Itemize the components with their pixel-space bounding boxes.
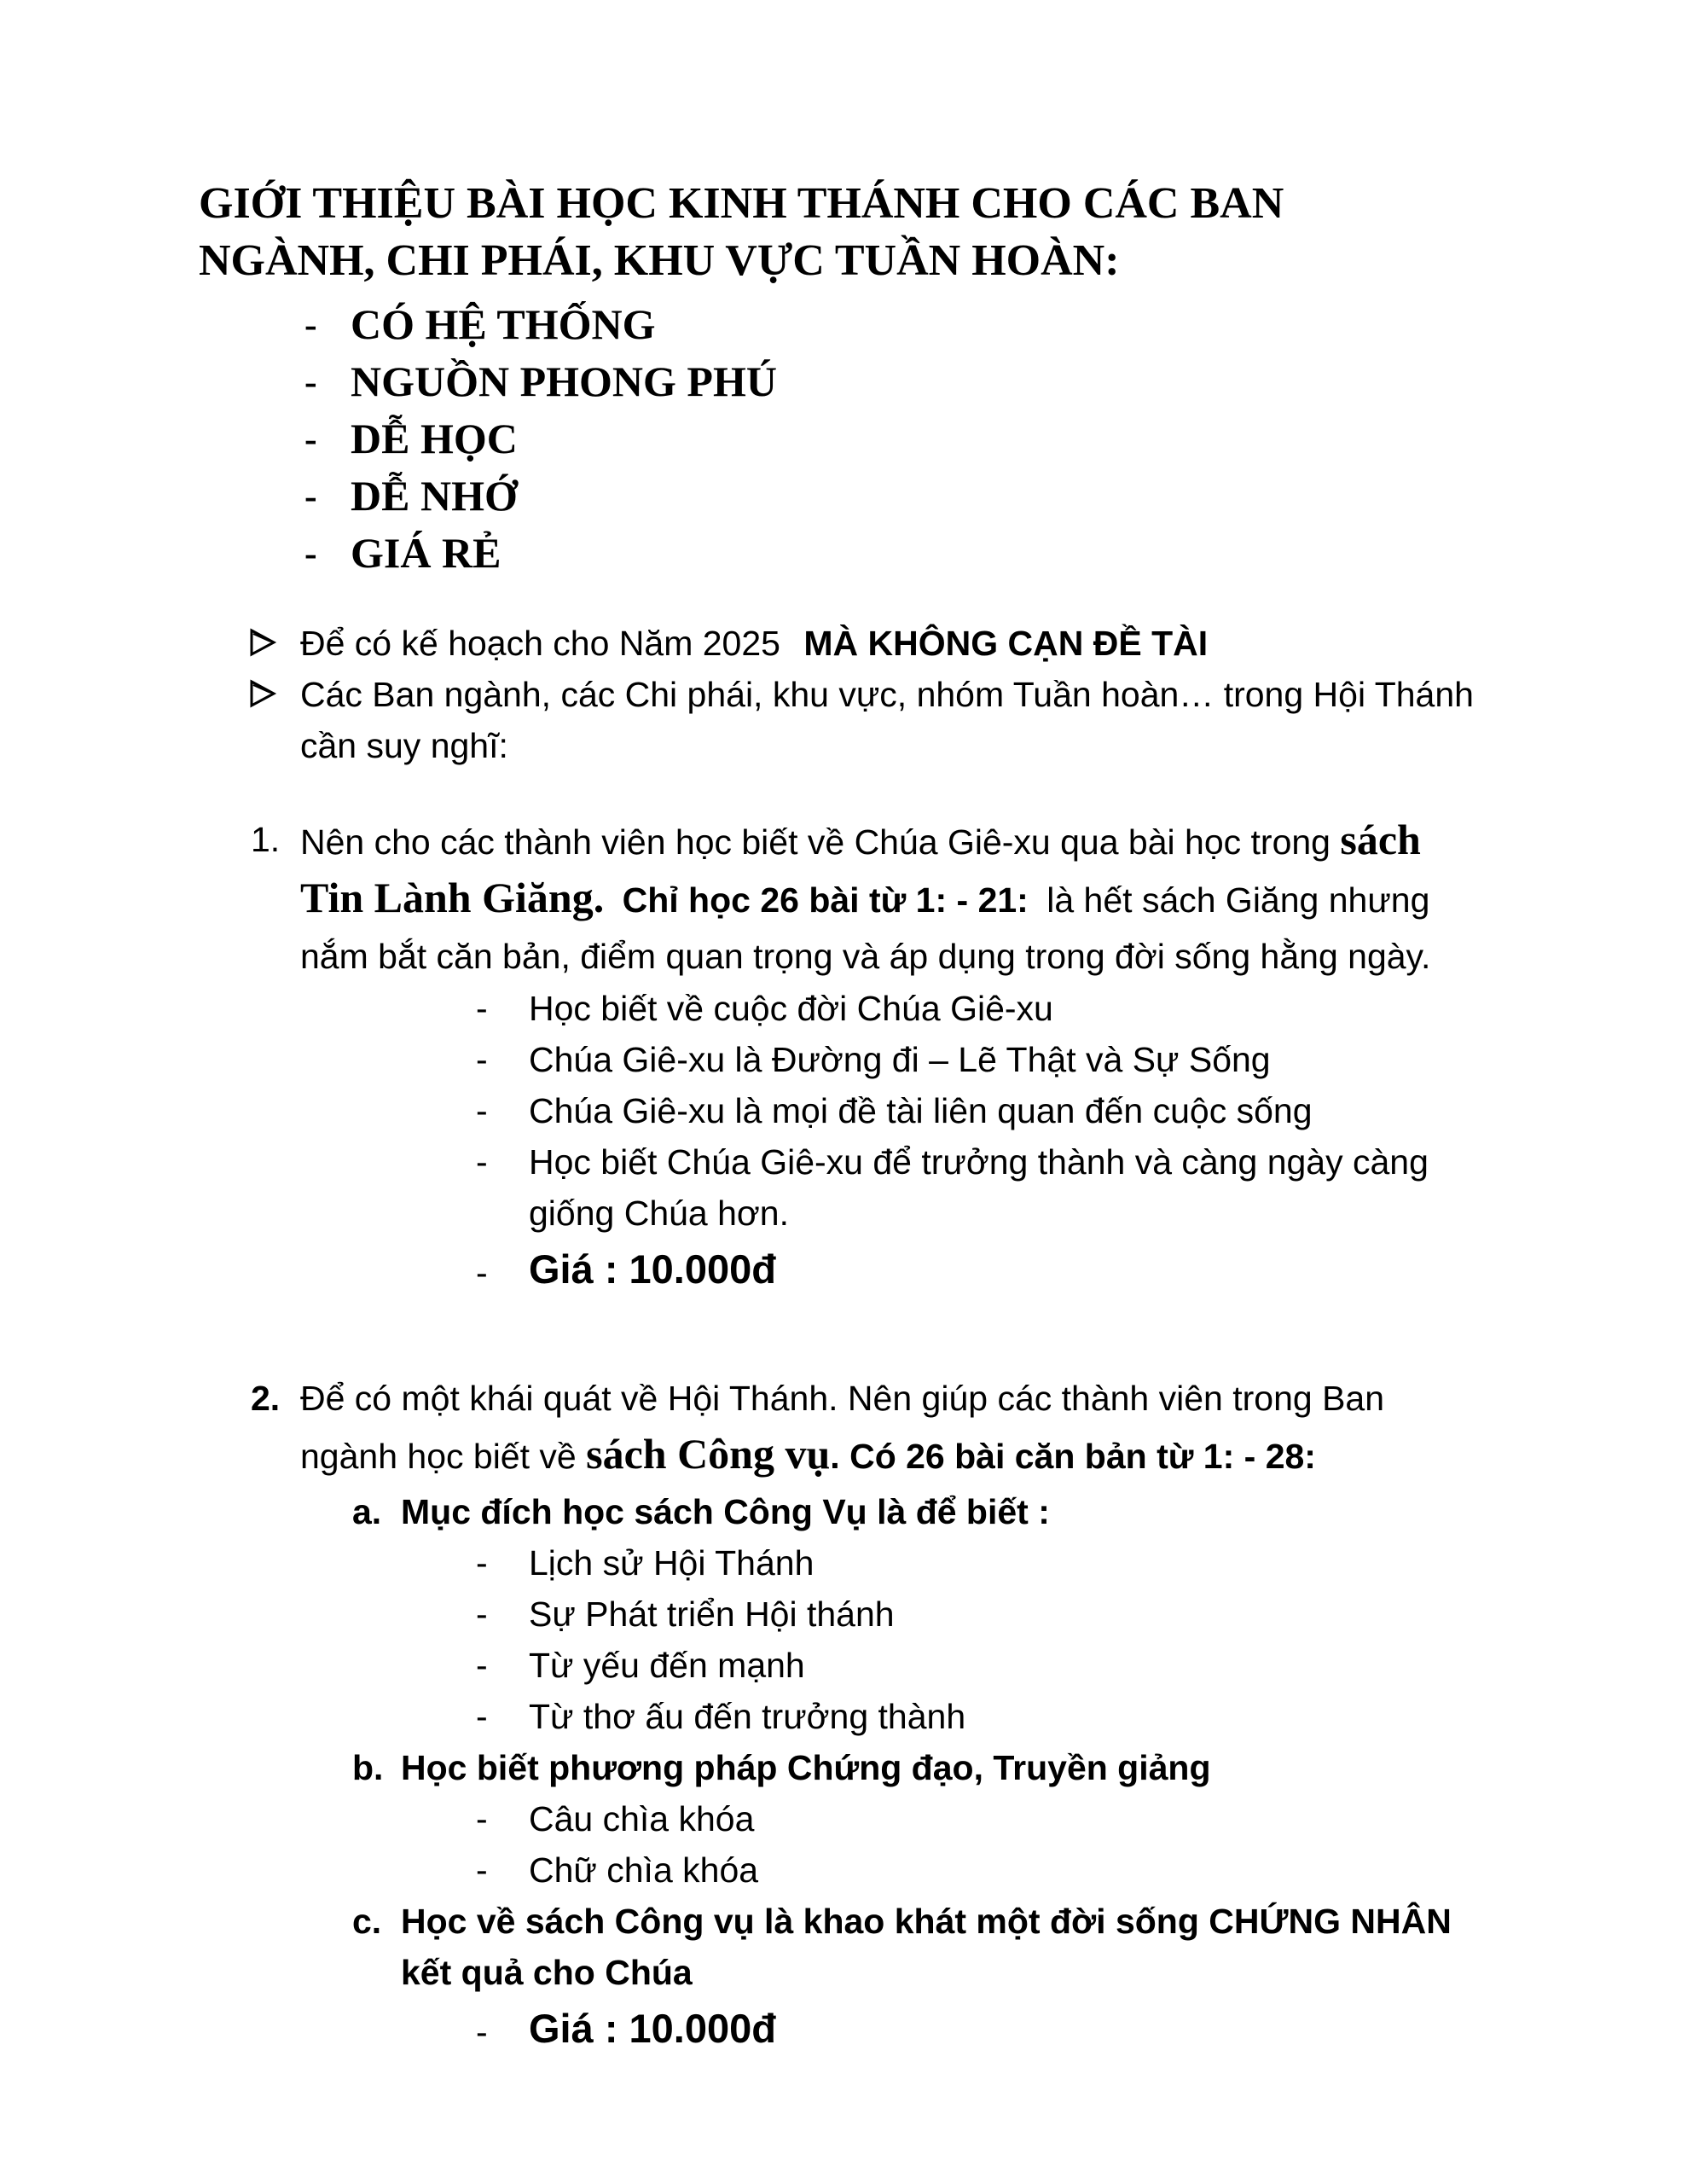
list-item-text: Chúa Giê-xu là Đường đi – Lẽ Thật và Sự Sống bbox=[529, 1040, 1271, 1079]
feature-label: NGUỒN PHONG PHÚ bbox=[351, 357, 777, 405]
dash-bullet-icon: - bbox=[304, 304, 317, 346]
intro-point-2-continued bbox=[0, 720, 1687, 771]
list-item-text: Từ thơ ấu đến trưởng thành bbox=[529, 1697, 966, 1736]
sub-item-c-continued bbox=[0, 1947, 1687, 1998]
title-line-2: NGÀNH, CHI PHÁI, KHU VỰC TUẦN HOÀN: bbox=[199, 236, 1120, 285]
dash-bullet-icon: - bbox=[476, 989, 488, 1028]
feature-label: CÓ HỆ THỐNG bbox=[351, 300, 656, 348]
dash-bullet-icon: - bbox=[476, 2013, 488, 2052]
section-text: là hết sách Giăng nhưng bbox=[1046, 880, 1430, 920]
list-item bbox=[0, 1640, 1687, 1691]
intro-point-bold-text: MÀ KHÔNG CẠN ĐỀ TÀI bbox=[803, 624, 1209, 663]
price-text: Giá : 10.000đ bbox=[529, 2006, 776, 2051]
price-item bbox=[0, 1998, 1687, 2059]
list-item-text: Chữ chìa khóa bbox=[529, 1850, 759, 1890]
list-item bbox=[0, 1691, 1687, 1742]
list-item-text: Câu chìa khóa bbox=[529, 1799, 755, 1838]
section-2-heading-line-2 bbox=[0, 1424, 1687, 1486]
feature-label: DỄ HỌC bbox=[351, 415, 518, 462]
list-item-text: Từ yếu đến mạnh bbox=[529, 1646, 805, 1685]
features-list bbox=[0, 296, 1687, 582]
dash-bullet-icon: - bbox=[304, 532, 317, 574]
book-name-text: sách Công vụ bbox=[586, 1430, 831, 1478]
feature-label: GIÁ RẺ bbox=[351, 529, 501, 577]
dash-bullet-icon: - bbox=[476, 1142, 488, 1182]
price-text: Giá : 10.000đ bbox=[529, 1246, 776, 1292]
dash-bullet-icon: - bbox=[476, 1646, 488, 1685]
section-text: Để có một khái quát về Hội Thánh. Nên giúp các thành viên trong Ban bbox=[300, 1379, 1385, 1418]
feature-item bbox=[0, 525, 1687, 582]
list-item-text: Lịch sử Hội Thánh bbox=[529, 1543, 815, 1583]
list-item-text: giống Chúa hơn. bbox=[529, 1194, 789, 1233]
list-item bbox=[0, 983, 1687, 1034]
feature-item bbox=[0, 353, 1687, 410]
sub-item-b bbox=[0, 1742, 1687, 1793]
sub-item-label: Học về sách Công vụ là khao khát một đời sống CHỨNG NHÂN bbox=[401, 1902, 1452, 1941]
dash-bullet-icon: - bbox=[476, 1594, 488, 1634]
arrow-bullet-icon bbox=[249, 679, 278, 710]
intro-point-1 bbox=[0, 618, 1687, 669]
price-item bbox=[0, 1239, 1687, 1300]
section-1-heading-line-2 bbox=[0, 868, 1687, 930]
sub-item-a-marker: a. bbox=[352, 1492, 382, 1531]
dash-bullet-icon: - bbox=[304, 361, 317, 403]
section-text: ngành học biết về bbox=[300, 1437, 577, 1476]
dash-bullet-icon: - bbox=[476, 1253, 488, 1292]
sub-item-label: Học biết phương pháp Chứng đạo, Truyền giảng bbox=[401, 1748, 1211, 1787]
list-item bbox=[0, 1085, 1687, 1136]
section-2-number: 2. bbox=[251, 1379, 281, 1418]
section-text: Nên cho các thành viên học biết về Chúa Giê-xu qua bài học trong bbox=[300, 822, 1330, 862]
dash-bullet-icon: - bbox=[476, 1697, 488, 1736]
feature-item bbox=[0, 296, 1687, 353]
dash-bullet-icon: - bbox=[304, 418, 317, 460]
list-item bbox=[0, 1537, 1687, 1589]
sub-item-label: Mục đích học sách Công Vụ là để biết : bbox=[401, 1492, 1050, 1531]
book-name-text: Tin Lành Giăng. bbox=[300, 874, 605, 921]
sub-item-label: kết quả cho Chúa bbox=[401, 1953, 693, 1992]
list-item-continued bbox=[0, 1188, 1687, 1239]
section-1-heading-line-1 bbox=[0, 814, 1687, 868]
book-name-text: sách bbox=[1340, 816, 1421, 863]
intro-point-text: Để có kế hoạch cho Năm 2025 bbox=[300, 624, 780, 663]
dash-bullet-icon: - bbox=[476, 1850, 488, 1890]
list-item bbox=[0, 1793, 1687, 1844]
list-item-text: Học biết về cuộc đời Chúa Giê-xu bbox=[529, 989, 1053, 1028]
sub-item-c-marker: c. bbox=[352, 1902, 382, 1941]
feature-item bbox=[0, 410, 1687, 468]
list-item-text: Sự Phát triển Hội thánh bbox=[529, 1594, 895, 1634]
section-1 bbox=[0, 814, 1687, 1300]
section-bold-text: Chỉ học 26 bài từ 1: - 21: bbox=[622, 880, 1029, 920]
title-line-1: GIỚI THIỆU BÀI HỌC KINH THÁNH CHO CÁC BAN bbox=[199, 179, 1284, 228]
list-item bbox=[0, 1034, 1687, 1085]
intro-points bbox=[0, 618, 1687, 771]
section-2 bbox=[0, 1373, 1687, 2059]
section-2-heading-line-1 bbox=[0, 1373, 1687, 1424]
arrow-bullet-icon bbox=[249, 628, 278, 659]
list-item bbox=[0, 1844, 1687, 1896]
list-item bbox=[0, 1589, 1687, 1640]
dash-bullet-icon: - bbox=[476, 1799, 488, 1838]
dash-bullet-icon: - bbox=[476, 1543, 488, 1583]
section-1-number: 1. bbox=[251, 820, 281, 859]
feature-item bbox=[0, 468, 1687, 525]
intro-point-text: Các Ban ngành, các Chi phái, khu vực, nhóm Tuần hoàn… trong Hội Thánh bbox=[300, 675, 1474, 714]
list-item bbox=[0, 1136, 1687, 1188]
dash-bullet-icon: - bbox=[476, 1040, 488, 1079]
section-text: nắm bắt căn bản, điểm quan trọng và áp dụng trong đời sống hằng ngày. bbox=[300, 937, 1431, 976]
section-bold-text: . Có 26 bài căn bản từ 1: - 28: bbox=[830, 1437, 1316, 1476]
list-item-text: Chúa Giê-xu là mọi đề tài liên quan đến cuộc sống bbox=[529, 1091, 1313, 1130]
section-1-heading-line-3 bbox=[0, 930, 1687, 983]
sub-item-b-marker: b. bbox=[352, 1748, 384, 1787]
list-item-text: Học biết Chúa Giê-xu để trưởng thành và càng ngày càng bbox=[529, 1142, 1429, 1182]
sub-item-c bbox=[0, 1896, 1687, 1947]
sub-item-a bbox=[0, 1486, 1687, 1537]
feature-label: DỄ NHỚ bbox=[351, 472, 518, 520]
document-title bbox=[0, 0, 1687, 289]
intro-point-2 bbox=[0, 669, 1687, 720]
dash-bullet-icon: - bbox=[304, 475, 317, 517]
intro-point-text: cần suy nghĩ: bbox=[300, 726, 508, 765]
dash-bullet-icon: - bbox=[476, 1091, 488, 1130]
